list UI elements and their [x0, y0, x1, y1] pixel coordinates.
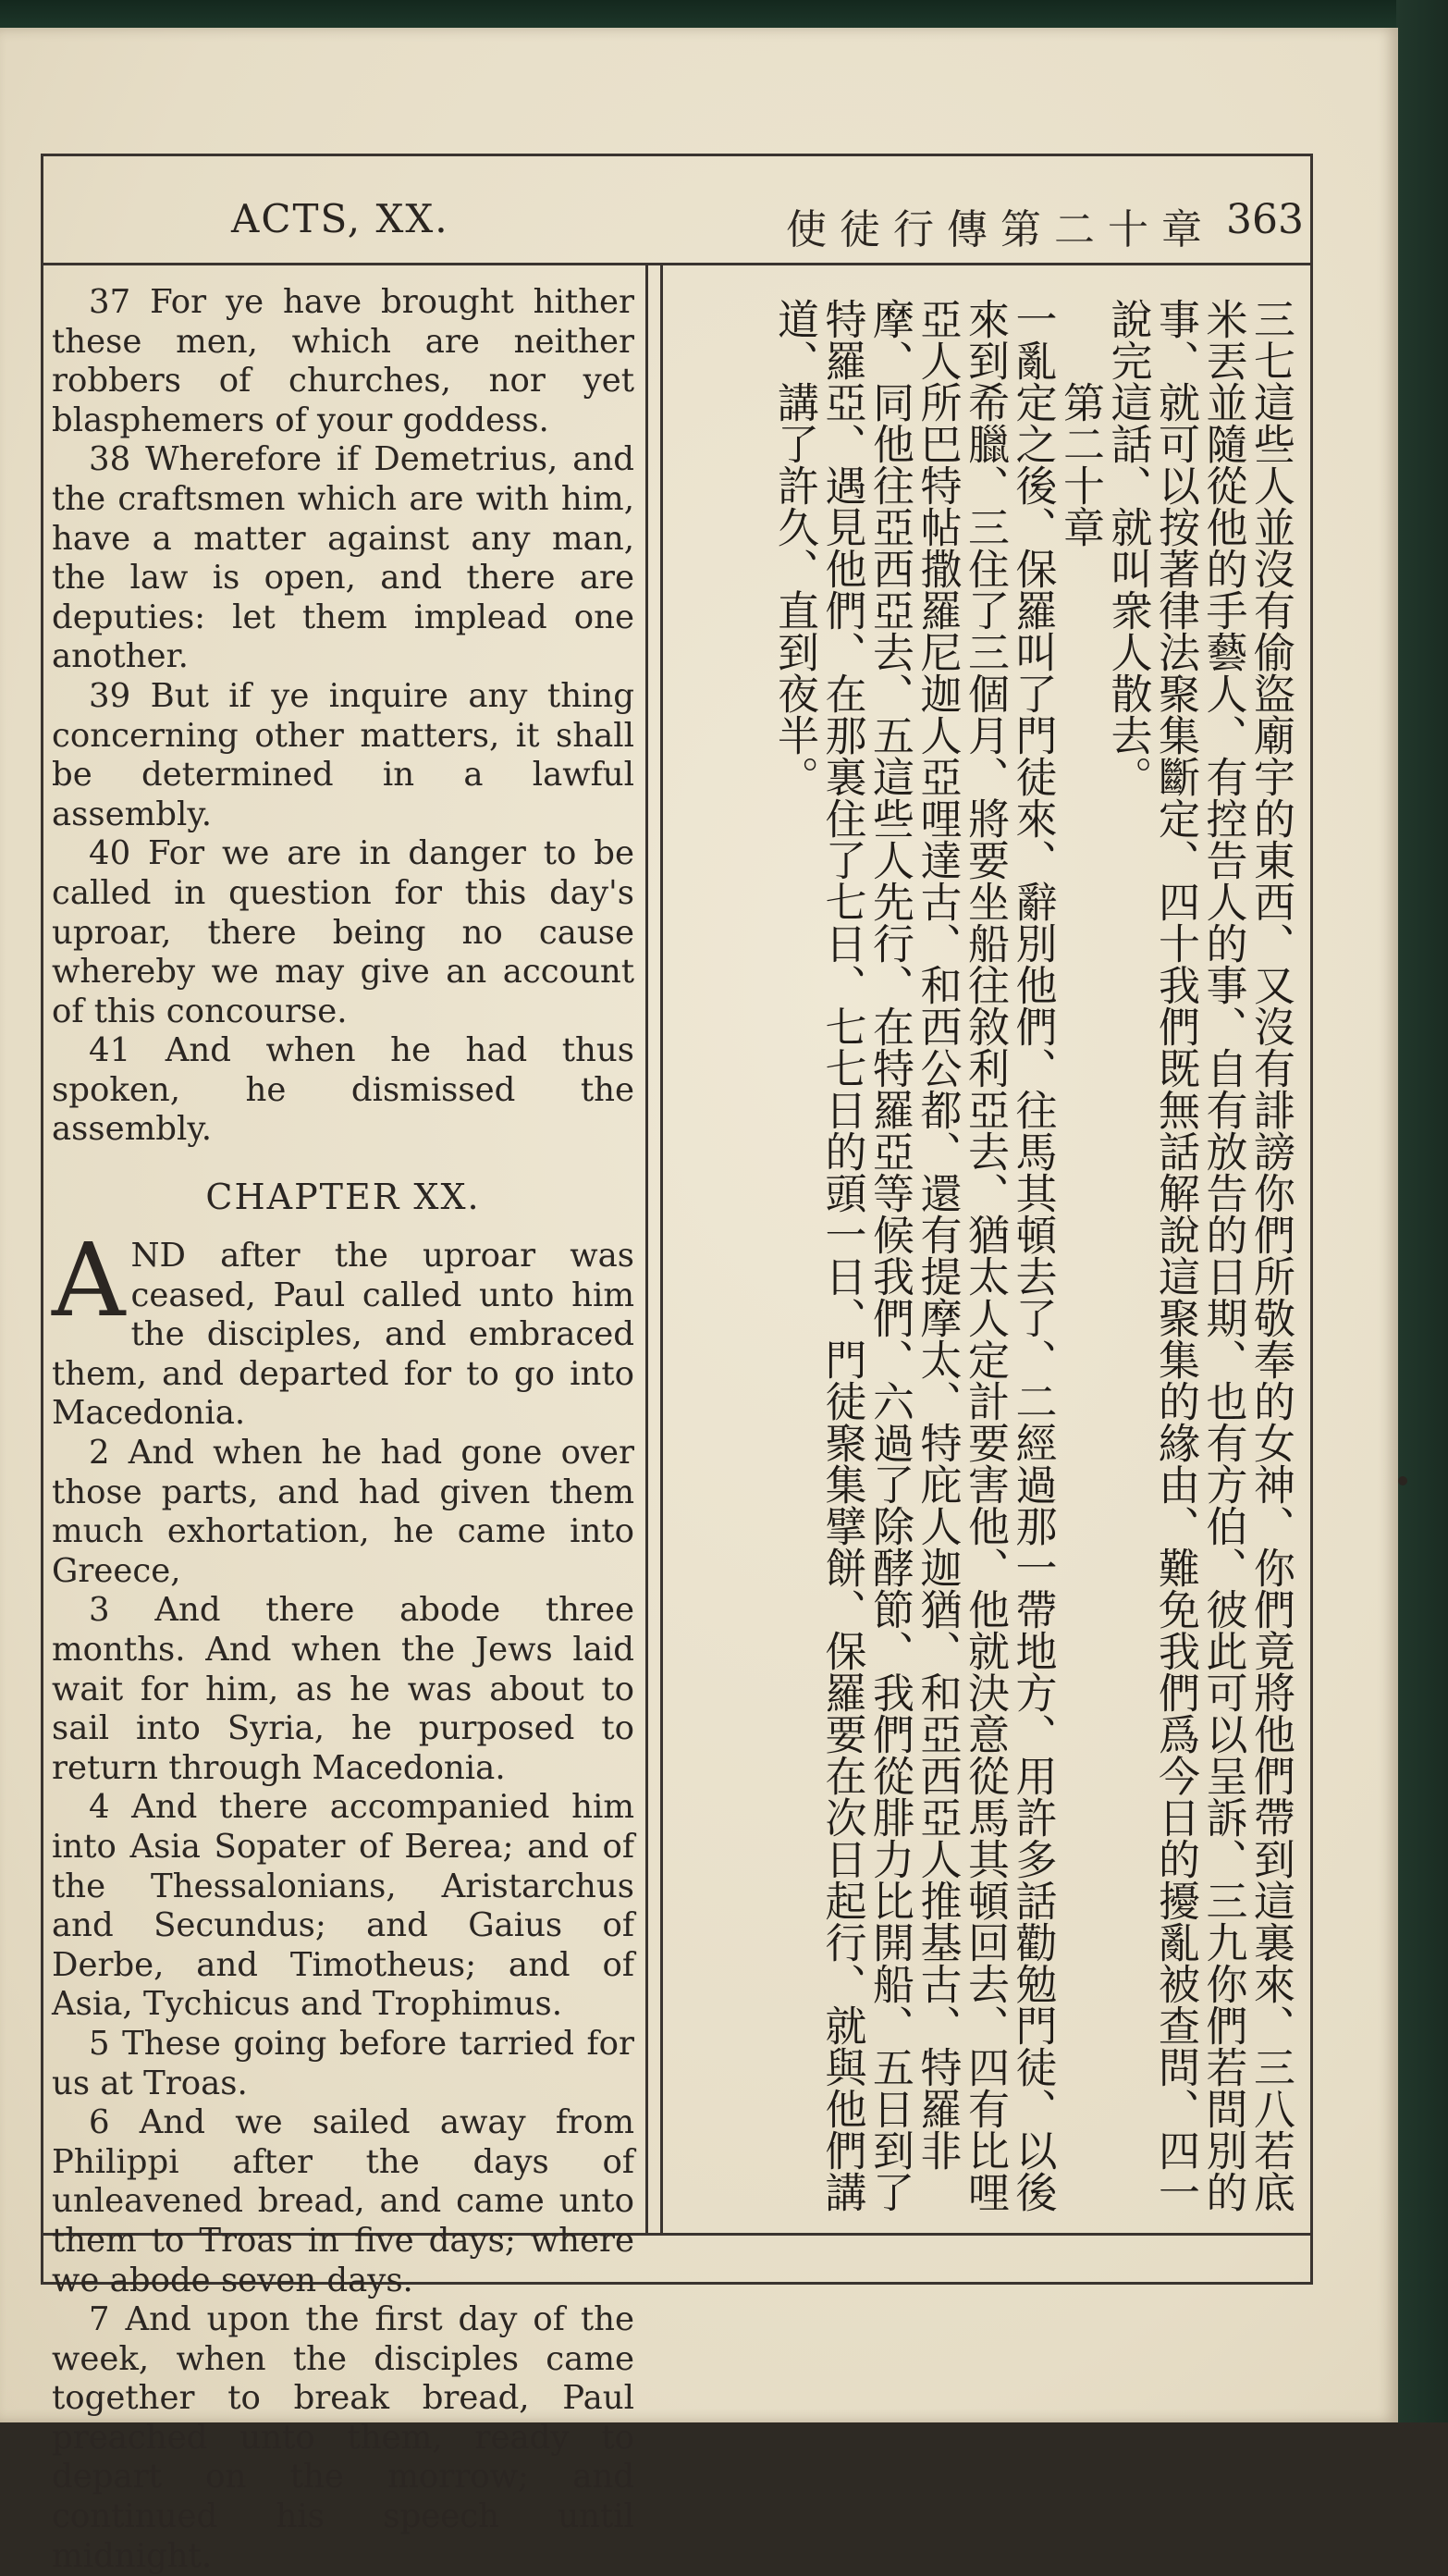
chinese-verses-37-41: 三七這些人並沒有偷盜廟宇的東西、又沒有誹謗你們所敬奉的女神、你們竟將他們帶到這裏來、三八若底米丟並隨從他的手藝人、有控告人的事、自有放告的日期、也有方伯、彼此可以呈訴、三九你們若問別的事、就可以按著律法聚集斷定、四十我們既無話解說這聚集的緣由、難免我們爲今日的擾亂被查問、四一說完這話、就叫衆人散去。 — [1103, 298, 1295, 2212]
verse-41: 41 And when he had thus spoken, he dismissed the assembly. — [52, 1031, 634, 1149]
verse-2: 2 And when he had gone over those parts, and had given them much exhortation, he came into Greece, — [52, 1434, 634, 1590]
verse-1-text: ND after the uproar was ceased, Paul called unto him the disciples, and embraced them, and departed for to go into Macedonia. — [52, 1237, 634, 1433]
verse-40: 40 For we are in danger to be called in question for this day's uproar, there being no cause whereby we may give an account of this concourse. — [52, 834, 634, 1030]
chinese-verses-1-7: 一亂定之後、保羅叫了門徒來、辭別他們、往馬其頓去了、二經過那一帶地方、用許多話勸勉門徒、以後來到希臘、三住了三個月、將要坐船往敘利亞去、猶太人定計要害他、他就決意從馬其頓回去、四有比哩亞人所巴特帖撒羅尼迦人亞哩達古、和西公都、還有提摩太、特庇人迦猶、和亞西亞人推基古、特羅非摩、同他往亞西亞去、五這些人先行、在特羅亞等候我們、六過了除酵節、我們從腓力比開船、五日到了特羅亞、遇見他們、在那裏住了七日、七七日的頭一日、門徒聚集擘餅、保羅要在次日起行、就與他們講道、講了許久、直到夜半。 — [770, 298, 1058, 2212]
column-divider-left — [645, 265, 648, 2233]
verse-37: 37 For ye have brought hither these men, which are neither robbers of churches, nor yet blasphemers of your goddess. — [52, 283, 634, 439]
chapter-heading: CHAPTER XX. — [205, 1177, 481, 1218]
drop-cap: A — [52, 1221, 126, 1340]
verse-39: 39 But if ye inquire any thing concerning other matters, it shall be determined in a lawful assembly. — [52, 676, 634, 833]
verse-7: 7 And upon the first day of the week, when the disciples came together to break bread, Paul preached unto them, ready to depart on the morrow; and continued his speech until midnight. — [52, 2300, 634, 2575]
column-divider-right — [660, 265, 663, 2233]
chinese-book-title: 使徒行傳第二十章 — [786, 206, 1215, 253]
page-number: 363 — [1226, 196, 1304, 243]
english-column — [52, 283, 634, 2576]
header-rule — [41, 263, 1313, 265]
verse-1 — [52, 1221, 634, 1434]
verse-4: 4 And there accompanied him into Asia Sopater of Berea; and of the Thessalonians, Aristarchus and Secundus; and Gaius of Derbe, and Timotheus; and of Asia, Tychicus and Trophimus. — [52, 1788, 634, 2024]
book-binding-edge — [1396, 0, 1448, 2422]
chinese-column — [675, 298, 1295, 2222]
verse-5: 5 These going before tarried for us at Troas. — [52, 2024, 634, 2102]
running-head-english: ACTS, XX. — [231, 196, 449, 241]
running-head-chinese — [786, 196, 1304, 255]
verse-38: 38 Wherefore if Demetrius, and the craftsmen which are with him, have a matter against any man, the law is open, and there are deputies: let them implead one another. — [52, 440, 634, 676]
verse-3: 3 And there abode three months. And when the Jews laid wait for him, as he was about to sail into Syria, he purposed to return through Macedonia. — [52, 1591, 634, 1787]
verse-6: 6 And we sailed away from Philippi after the days of unleavened bread, and came unto them to Troas in five days; where we abode seven days. — [52, 2103, 634, 2299]
chinese-chapter-heading: 第二十章 — [1056, 381, 1105, 548]
ink-spot — [1398, 1476, 1407, 1485]
